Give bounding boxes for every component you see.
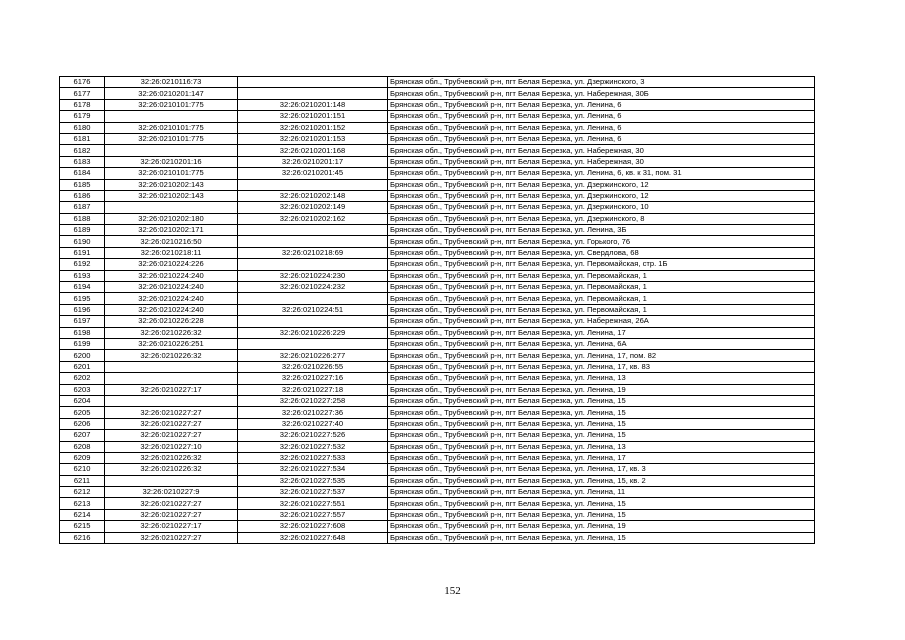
address-cell: Брянская обл., Трубчевский р-н, пгт Белая Березка, ул. Ленина, 3Б xyxy=(388,225,815,236)
table-row xyxy=(60,293,815,304)
parent-cadastral-number-cell: 32:26:0210202:180 xyxy=(105,213,238,224)
registry-table-body xyxy=(60,77,815,544)
cadastral-number-cell: 32:26:0210227:557 xyxy=(238,509,388,520)
parent-cadastral-number-cell: 32:26:0210224:226 xyxy=(105,259,238,270)
cadastral-number-cell: 32:26:0210201:168 xyxy=(238,145,388,156)
cadastral-number-cell: 32:26:0210227:608 xyxy=(238,521,388,532)
parent-cadastral-number-cell xyxy=(105,145,238,156)
row-number-cell: 6204 xyxy=(60,395,105,406)
address-cell: Брянская обл., Трубчевский р-н, пгт Белая Березка, ул. Ленина, 15, кв. 2 xyxy=(388,475,815,486)
cadastral-number-cell xyxy=(238,259,388,270)
parent-cadastral-number-cell: 32:26:0210227:27 xyxy=(105,418,238,429)
cadastral-number-cell: 32:26:0210201:45 xyxy=(238,168,388,179)
address-cell: Брянская обл., Трубчевский р-н, пгт Белая Березка, ул. Ленина, 15 xyxy=(388,430,815,441)
cadastral-number-cell: 32:26:0210227:537 xyxy=(238,487,388,498)
row-number-cell: 6206 xyxy=(60,418,105,429)
address-cell: Брянская обл., Трубчевский р-н, пгт Белая Березка, ул. Дзержинского, 10 xyxy=(388,202,815,213)
row-number-cell: 6213 xyxy=(60,498,105,509)
row-number-cell: 6205 xyxy=(60,407,105,418)
cadastral-number-cell: 32:26:0210227:535 xyxy=(238,475,388,486)
table-row xyxy=(60,338,815,349)
table-row xyxy=(60,168,815,179)
cadastral-number-cell: 32:26:0210202:162 xyxy=(238,213,388,224)
parent-cadastral-number-cell xyxy=(105,395,238,406)
row-number-cell: 6203 xyxy=(60,384,105,395)
cadastral-number-cell: 32:26:0210201:148 xyxy=(238,99,388,110)
address-cell: Брянская обл., Трубчевский р-н, пгт Белая Березка, ул. Ленина, 13 xyxy=(388,373,815,384)
cadastral-number-cell xyxy=(238,293,388,304)
address-cell: Брянская обл., Трубчевский р-н, пгт Белая Березка, ул. Ленина, 6 xyxy=(388,122,815,133)
cadastral-number-cell: 32:26:0210227:36 xyxy=(238,407,388,418)
parent-cadastral-number-cell: 32:26:0210201:16 xyxy=(105,156,238,167)
table-row xyxy=(60,395,815,406)
row-number-cell: 6195 xyxy=(60,293,105,304)
row-number-cell: 6202 xyxy=(60,373,105,384)
row-number-cell: 6180 xyxy=(60,122,105,133)
parent-cadastral-number-cell: 32:26:0210227:17 xyxy=(105,384,238,395)
row-number-cell: 6191 xyxy=(60,247,105,258)
address-cell: Брянская обл., Трубчевский р-н, пгт Белая Березка, ул. Ленина, 15 xyxy=(388,509,815,520)
row-number-cell: 6199 xyxy=(60,338,105,349)
address-cell: Брянская обл., Трубчевский р-н, пгт Белая Березка, ул. Набережная, 30 xyxy=(388,156,815,167)
address-cell: Брянская обл., Трубчевский р-н, пгт Белая Березка, ул. Набережная, 26А xyxy=(388,316,815,327)
address-cell: Брянская обл., Трубчевский р-н, пгт Белая Березка, ул. Ленина, 17, кв. 3 xyxy=(388,464,815,475)
table-row xyxy=(60,111,815,122)
address-cell: Брянская обл., Трубчевский р-н, пгт Белая Березка, ул. Дзержинского, 12 xyxy=(388,190,815,201)
cadastral-number-cell: 32:26:0210224:230 xyxy=(238,270,388,281)
cadastral-number-cell: 32:26:0210227:648 xyxy=(238,532,388,543)
row-number-cell: 6215 xyxy=(60,521,105,532)
parent-cadastral-number-cell xyxy=(105,475,238,486)
cadastral-number-cell: 32:26:0210224:51 xyxy=(238,304,388,315)
table-row xyxy=(60,464,815,475)
parent-cadastral-number-cell xyxy=(105,202,238,213)
parent-cadastral-number-cell: 32:26:0210216:50 xyxy=(105,236,238,247)
row-number-cell: 6208 xyxy=(60,441,105,452)
row-number-cell: 6197 xyxy=(60,316,105,327)
registry-table xyxy=(59,76,815,544)
table-row xyxy=(60,225,815,236)
row-number-cell: 6201 xyxy=(60,361,105,372)
table-row xyxy=(60,145,815,156)
row-number-cell: 6210 xyxy=(60,464,105,475)
parent-cadastral-number-cell: 32:26:0210226:32 xyxy=(105,452,238,463)
table-row xyxy=(60,133,815,144)
address-cell: Брянская обл., Трубчевский р-н, пгт Белая Березка, ул. Ленина, 15 xyxy=(388,498,815,509)
address-cell: Брянская обл., Трубчевский р-н, пгт Белая Березка, ул. Набережная, 30Б xyxy=(388,88,815,99)
table-row xyxy=(60,190,815,201)
table-row xyxy=(60,441,815,452)
address-cell: Брянская обл., Трубчевский р-н, пгт Белая Березка, ул. Горького, 76 xyxy=(388,236,815,247)
table-row xyxy=(60,361,815,372)
row-number-cell: 6207 xyxy=(60,430,105,441)
parent-cadastral-number-cell: 32:26:0210226:228 xyxy=(105,316,238,327)
address-cell: Брянская обл., Трубчевский р-н, пгт Белая Березка, ул. Ленина, 17, пом. 82 xyxy=(388,350,815,361)
parent-cadastral-number-cell: 32:26:0210226:32 xyxy=(105,350,238,361)
row-number-cell: 6177 xyxy=(60,88,105,99)
address-cell: Брянская обл., Трубчевский р-н, пгт Белая Березка, ул. Первомайская, 1 xyxy=(388,293,815,304)
address-cell: Брянская обл., Трубчевский р-н, пгт Белая Березка, ул. Первомайская, 1 xyxy=(388,304,815,315)
cadastral-number-cell xyxy=(238,179,388,190)
table-row xyxy=(60,384,815,395)
table-row xyxy=(60,202,815,213)
table-row xyxy=(60,521,815,532)
cadastral-number-cell: 32:26:0210227:526 xyxy=(238,430,388,441)
table-row xyxy=(60,122,815,133)
table-row xyxy=(60,475,815,486)
cadastral-number-cell xyxy=(238,236,388,247)
address-cell: Брянская обл., Трубчевский р-н, пгт Белая Березка, ул. Ленина, 17, кв. 83 xyxy=(388,361,815,372)
row-number-cell: 6212 xyxy=(60,487,105,498)
address-cell: Брянская обл., Трубчевский р-н, пгт Белая Березка, ул. Ленина, 15 xyxy=(388,395,815,406)
table-row xyxy=(60,99,815,110)
parent-cadastral-number-cell: 32:26:0210101:775 xyxy=(105,99,238,110)
table-row xyxy=(60,213,815,224)
cadastral-number-cell xyxy=(238,77,388,88)
table-row xyxy=(60,304,815,315)
address-cell: Брянская обл., Трубчевский р-н, пгт Белая Березка, ул. Ленина, 19 xyxy=(388,384,815,395)
parent-cadastral-number-cell xyxy=(105,361,238,372)
cadastral-number-cell: 32:26:0210227:18 xyxy=(238,384,388,395)
address-cell: Брянская обл., Трубчевский р-н, пгт Белая Березка, ул. Набережная, 30 xyxy=(388,145,815,156)
row-number-cell: 6186 xyxy=(60,190,105,201)
table-row xyxy=(60,88,815,99)
parent-cadastral-number-cell: 32:26:0210202:171 xyxy=(105,225,238,236)
address-cell: Брянская обл., Трубчевский р-н, пгт Белая Березка, ул. Дзержинского, 8 xyxy=(388,213,815,224)
row-number-cell: 6192 xyxy=(60,259,105,270)
row-number-cell: 6216 xyxy=(60,532,105,543)
parent-cadastral-number-cell: 32:26:0210101:775 xyxy=(105,168,238,179)
cadastral-number-cell xyxy=(238,88,388,99)
address-cell: Брянская обл., Трубчевский р-н, пгт Белая Березка, ул. Свердлова, 68 xyxy=(388,247,815,258)
address-cell: Брянская обл., Трубчевский р-н, пгт Белая Березка, ул. Первомайская, стр. 1Б xyxy=(388,259,815,270)
row-number-cell: 6190 xyxy=(60,236,105,247)
address-cell: Брянская обл., Трубчевский р-н, пгт Белая Березка, ул. Дзержинского, 3 xyxy=(388,77,815,88)
page-number: 152 xyxy=(444,585,461,597)
address-cell: Брянская обл., Трубчевский р-н, пгт Белая Березка, ул. Ленина, 19 xyxy=(388,521,815,532)
row-number-cell: 6211 xyxy=(60,475,105,486)
table-row xyxy=(60,270,815,281)
address-cell: Брянская обл., Трубчевский р-н, пгт Белая Березка, ул. Первомайская, 1 xyxy=(388,282,815,293)
parent-cadastral-number-cell: 32:26:0210224:240 xyxy=(105,282,238,293)
table-row xyxy=(60,236,815,247)
parent-cadastral-number-cell: 32:26:0210218:11 xyxy=(105,247,238,258)
address-cell: Брянская обл., Трубчевский р-н, пгт Белая Березка, ул. Ленина, 15 xyxy=(388,407,815,418)
row-number-cell: 6196 xyxy=(60,304,105,315)
row-number-cell: 6189 xyxy=(60,225,105,236)
cadastral-number-cell: 32:26:0210227:258 xyxy=(238,395,388,406)
parent-cadastral-number-cell: 32:26:0210227:27 xyxy=(105,498,238,509)
table-row xyxy=(60,316,815,327)
row-number-cell: 6194 xyxy=(60,282,105,293)
parent-cadastral-number-cell: 32:26:0210116:73 xyxy=(105,77,238,88)
row-number-cell: 6193 xyxy=(60,270,105,281)
table-row xyxy=(60,532,815,543)
address-cell: Брянская обл., Трубчевский р-н, пгт Белая Березка, ул. Ленина, 11 xyxy=(388,487,815,498)
table-row xyxy=(60,487,815,498)
table-row xyxy=(60,373,815,384)
address-cell: Брянская обл., Трубчевский р-н, пгт Белая Березка, ул. Ленина, 6 xyxy=(388,99,815,110)
cadastral-number-cell: 32:26:0210227:533 xyxy=(238,452,388,463)
address-cell: Брянская обл., Трубчевский р-н, пгт Белая Березка, ул. Дзержинского, 12 xyxy=(388,179,815,190)
address-cell: Брянская обл., Трубчевский р-н, пгт Белая Березка, ул. Ленина, 6 xyxy=(388,111,815,122)
parent-cadastral-number-cell: 32:26:0210101:775 xyxy=(105,122,238,133)
table-row xyxy=(60,247,815,258)
address-cell: Брянская обл., Трубчевский р-н, пгт Белая Березка, ул. Первомайская, 1 xyxy=(388,270,815,281)
row-number-cell: 6176 xyxy=(60,77,105,88)
table-row xyxy=(60,77,815,88)
address-cell: Брянская обл., Трубчевский р-н, пгт Белая Березка, ул. Ленина, 6, кв. к 31, пом. 31 xyxy=(388,168,815,179)
parent-cadastral-number-cell: 32:26:0210226:32 xyxy=(105,464,238,475)
parent-cadastral-number-cell: 32:26:0210202:143 xyxy=(105,190,238,201)
parent-cadastral-number-cell: 32:26:0210227:17 xyxy=(105,521,238,532)
table-row xyxy=(60,282,815,293)
row-number-cell: 6214 xyxy=(60,509,105,520)
cadastral-number-cell: 32:26:0210202:149 xyxy=(238,202,388,213)
parent-cadastral-number-cell: 32:26:0210227:27 xyxy=(105,407,238,418)
address-cell: Брянская обл., Трубчевский р-н, пгт Белая Березка, ул. Ленина, 15 xyxy=(388,532,815,543)
parent-cadastral-number-cell: 32:26:0210227:27 xyxy=(105,532,238,543)
table-row xyxy=(60,259,815,270)
parent-cadastral-number-cell: 32:26:0210227:9 xyxy=(105,487,238,498)
table-row xyxy=(60,498,815,509)
cadastral-number-cell: 32:26:0210227:532 xyxy=(238,441,388,452)
parent-cadastral-number-cell: 32:26:0210226:32 xyxy=(105,327,238,338)
parent-cadastral-number-cell: 32:26:0210202:143 xyxy=(105,179,238,190)
cadastral-number-cell: 32:26:0210227:16 xyxy=(238,373,388,384)
row-number-cell: 6198 xyxy=(60,327,105,338)
parent-cadastral-number-cell: 32:26:0210227:27 xyxy=(105,430,238,441)
table-row xyxy=(60,407,815,418)
cadastral-number-cell: 32:26:0210226:277 xyxy=(238,350,388,361)
table-row xyxy=(60,179,815,190)
cadastral-number-cell: 32:26:0210227:40 xyxy=(238,418,388,429)
parent-cadastral-number-cell: 32:26:0210224:240 xyxy=(105,304,238,315)
address-cell: Брянская обл., Трубчевский р-н, пгт Белая Березка, ул. Ленина, 6А xyxy=(388,338,815,349)
cadastral-number-cell: 32:26:0210226:229 xyxy=(238,327,388,338)
row-number-cell: 6184 xyxy=(60,168,105,179)
table-row xyxy=(60,327,815,338)
parent-cadastral-number-cell: 32:26:0210101:775 xyxy=(105,133,238,144)
cadastral-number-cell: 32:26:0210226:55 xyxy=(238,361,388,372)
row-number-cell: 6178 xyxy=(60,99,105,110)
row-number-cell: 6179 xyxy=(60,111,105,122)
address-cell: Брянская обл., Трубчевский р-н, пгт Белая Березка, ул. Ленина, 6 xyxy=(388,133,815,144)
table-row xyxy=(60,418,815,429)
row-number-cell: 6200 xyxy=(60,350,105,361)
cadastral-number-cell: 32:26:0210201:153 xyxy=(238,133,388,144)
cadastral-number-cell xyxy=(238,316,388,327)
cadastral-number-cell: 32:26:0210202:148 xyxy=(238,190,388,201)
parent-cadastral-number-cell: 32:26:0210226:251 xyxy=(105,338,238,349)
cadastral-number-cell: 32:26:0210227:551 xyxy=(238,498,388,509)
cadastral-number-cell: 32:26:0210201:17 xyxy=(238,156,388,167)
parent-cadastral-number-cell: 32:26:0210227:27 xyxy=(105,509,238,520)
cadastral-number-cell: 32:26:0210201:151 xyxy=(238,111,388,122)
cadastral-number-cell xyxy=(238,338,388,349)
parent-cadastral-number-cell: 32:26:0210224:240 xyxy=(105,293,238,304)
cadastral-number-cell: 32:26:0210227:534 xyxy=(238,464,388,475)
cadastral-number-cell xyxy=(238,225,388,236)
cadastral-number-cell: 32:26:0210218:69 xyxy=(238,247,388,258)
parent-cadastral-number-cell: 32:26:0210201:147 xyxy=(105,88,238,99)
row-number-cell: 6181 xyxy=(60,133,105,144)
parent-cadastral-number-cell xyxy=(105,373,238,384)
table-row xyxy=(60,350,815,361)
row-number-cell: 6182 xyxy=(60,145,105,156)
parent-cadastral-number-cell: 32:26:0210227:10 xyxy=(105,441,238,452)
row-number-cell: 6209 xyxy=(60,452,105,463)
row-number-cell: 6185 xyxy=(60,179,105,190)
address-cell: Брянская обл., Трубчевский р-н, пгт Белая Березка, ул. Ленина, 17 xyxy=(388,452,815,463)
cadastral-number-cell: 32:26:0210224:232 xyxy=(238,282,388,293)
address-cell: Брянская обл., Трубчевский р-н, пгт Белая Березка, ул. Ленина, 13 xyxy=(388,441,815,452)
address-cell: Брянская обл., Трубчевский р-н, пгт Белая Березка, ул. Ленина, 17 xyxy=(388,327,815,338)
row-number-cell: 6183 xyxy=(60,156,105,167)
row-number-cell: 6188 xyxy=(60,213,105,224)
table-row xyxy=(60,509,815,520)
table-row xyxy=(60,156,815,167)
parent-cadastral-number-cell: 32:26:0210224:240 xyxy=(105,270,238,281)
cadastral-number-cell: 32:26:0210201:152 xyxy=(238,122,388,133)
address-cell: Брянская обл., Трубчевский р-н, пгт Белая Березка, ул. Ленина, 15 xyxy=(388,418,815,429)
parent-cadastral-number-cell xyxy=(105,111,238,122)
row-number-cell: 6187 xyxy=(60,202,105,213)
table-row xyxy=(60,452,815,463)
table-row xyxy=(60,430,815,441)
